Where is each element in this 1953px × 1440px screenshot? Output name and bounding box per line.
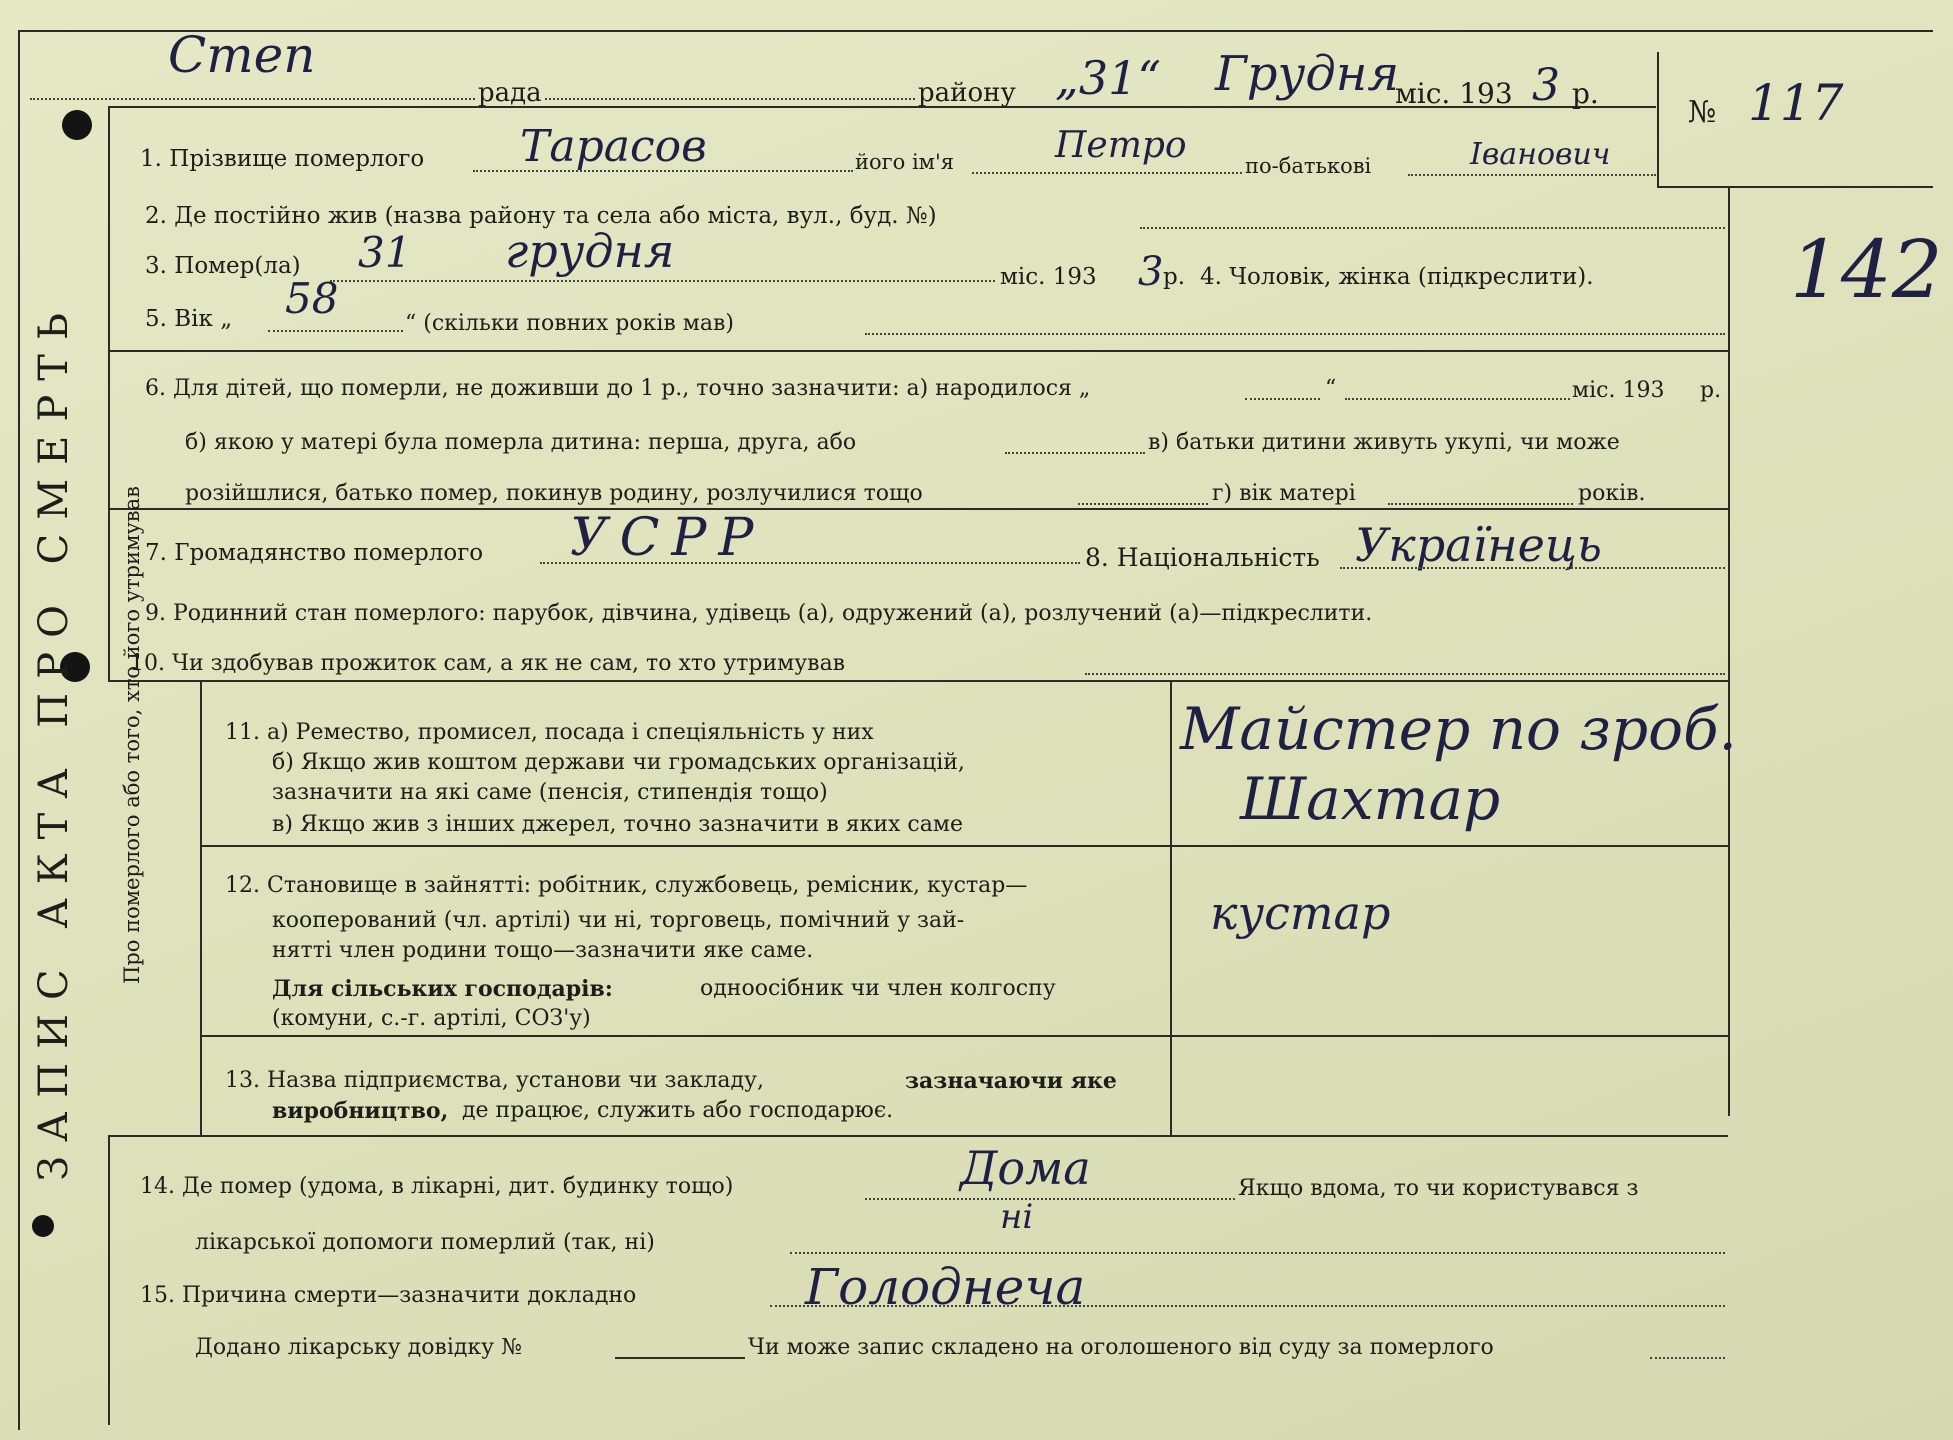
field-5-line-end: [865, 333, 1725, 335]
section-rule-11: [108, 680, 1728, 682]
field-15-label: 15. Причина смерти—зазначити докладно: [140, 1283, 637, 1308]
hw-margin-number: 142: [1790, 223, 1943, 316]
field-9-label: 9. Родинний стан померлого: парубок, дівчина, удівець (а), одружений (а), розлучений (а)—підкреслити.: [145, 601, 1373, 626]
field-14-home-label: Якщо вдома, то чи користувався з: [1238, 1176, 1639, 1201]
field-6-line3a: розійшлися, батько помер, покинув родину, розлучилися тощо: [185, 481, 923, 506]
right-column-line: [1728, 186, 1730, 1116]
field-12-bold: Для сільських господарів:: [272, 976, 613, 1002]
district-line: [545, 98, 915, 100]
field-11-line-c: зазначити на які саме (пенсія, стипендія тощо): [272, 780, 828, 805]
hw-occupation-2: Шахтар: [1240, 765, 1501, 833]
field-8-label: 8. Національність: [1085, 543, 1320, 572]
hw-death-month: грудня: [505, 224, 675, 278]
inner-column-left: [200, 680, 202, 1135]
field-1-name-label: його ім'я: [855, 150, 955, 174]
field-6-line2b: в) батьки дитини живуть укупі, чи може: [1148, 430, 1620, 455]
number-box-bottom: [1657, 186, 1933, 188]
field-6-reason-line: [1078, 503, 1208, 505]
field-6-mother-age-line: [1388, 503, 1573, 505]
field-5-label: 5. Вік „: [145, 306, 233, 332]
hw-patronymic: Іванович: [1470, 137, 1611, 172]
field-13-line1b: зазначаючи яке: [905, 1068, 1117, 1094]
form-left-rule: [108, 106, 110, 681]
field-13-line1a: 13. Назва підприємства, установи чи закладу,: [225, 1068, 764, 1093]
field-10-line: [1085, 673, 1725, 675]
field-14-line2: лікарської допомоги померлий (так, ні): [195, 1230, 655, 1255]
field-13-line2b: де працює, служить або господарює.: [462, 1098, 894, 1123]
field-12-line-b: кооперований (чл. артілі) чи ні, торговець, помічний у зай-: [272, 908, 965, 933]
field-3-year-suffix: р.: [1163, 264, 1186, 290]
hw-age: 58: [285, 274, 339, 323]
hw-day: „31“: [1055, 51, 1161, 105]
field-2-line: [1140, 227, 1725, 229]
field-6-child-line: [1005, 452, 1145, 454]
field-3-label: 3. Помер(ла): [145, 253, 301, 279]
field-15-line: [770, 1305, 1725, 1307]
field-6-line1: 6. Для дітей, що померли, не доживши до 1 р., точно зазначити: а) народилося „: [145, 376, 1091, 401]
header-month-label: міс. 193: [1395, 77, 1513, 110]
inner-column-mid: [1170, 680, 1172, 1135]
field-11-line-d: в) Якщо жив з інших джерел, точно зазначити в яких саме: [272, 812, 963, 837]
field-12-line-c: нятті член родини тощо—зазначити яке саме.: [272, 938, 814, 963]
hw-occupation-1: Майстер по зроб.: [1180, 695, 1737, 763]
field-1-label: 1. Прізвище померлого: [140, 146, 425, 172]
field-13-line2a: виробництво,: [272, 1098, 449, 1124]
field-5-line: [268, 330, 403, 332]
hw-death-year: 3: [1138, 249, 1164, 295]
field-14-help-line: [790, 1252, 1725, 1254]
field-3-month-label: міс. 193: [1000, 264, 1097, 290]
field-6-day-line: [1245, 398, 1320, 400]
field-16-line: [615, 1357, 745, 1359]
hw-name: Петро: [1055, 125, 1187, 166]
field-6-line3c: років.: [1578, 481, 1646, 506]
field-3-line: [330, 280, 995, 282]
field-1-name-line: [972, 172, 1242, 174]
field-12-last: (комуни, с.-г. артілі, СОЗ'у): [272, 1006, 591, 1031]
field-4-label: 4. Чоловік, жінка (підкреслити).: [1200, 264, 1594, 290]
field-14-line: [865, 1198, 1235, 1200]
field-6-line2a: б) якою у матері була померла дитина: перша, друга, або: [185, 430, 857, 455]
field-6-line3b: г) вік матері: [1212, 481, 1356, 506]
row-rule-13: [200, 1035, 1728, 1037]
field-1-patronymic-label: по-батькові: [1245, 154, 1372, 178]
hw-year-digit: 3: [1532, 60, 1560, 111]
hw-place: Дома: [960, 1141, 1091, 1195]
header-year-suffix: р.: [1572, 77, 1599, 110]
field-12-line-a: 12. Становище в зайнятті: робітник, службовець, ремісник, кустар—: [225, 873, 1028, 898]
field-12-rest: одноосібник чи член колгоспу: [700, 976, 1056, 1001]
hw-surname: Тарасов: [520, 121, 707, 172]
side-note: Про померлого або того, хто його утримував: [120, 486, 144, 984]
lower-left-rule: [108, 1135, 110, 1425]
field-16-label2: Чи може запис складено на оголошеного від суду за померлого: [748, 1335, 1494, 1360]
field-10-label: 10. Чи здобував прожиток сам, а як не сам, то хто утримував: [130, 651, 846, 676]
section-rule-14: [108, 1135, 1728, 1137]
section-rule-7: [108, 508, 1728, 510]
section-rule-6: [108, 350, 1728, 352]
hw-medical-help: ні: [1000, 1197, 1034, 1237]
hw-month: Грудня: [1215, 46, 1400, 102]
field-2-label: 2. Де постійно жив (назва району та села або міста, вул., буд. №): [145, 203, 937, 229]
field-6-year-label: р.: [1700, 378, 1722, 403]
field-14-label: 14. Де помер (удома, в лікарні, дит. будинку тощо): [140, 1174, 734, 1199]
row-rule-12: [200, 845, 1728, 847]
field-16-label: Додано лікарську довідку №: [195, 1335, 522, 1360]
hw-village: Степ: [168, 26, 316, 84]
field-11-line-a: 11. а) Ремество, промисел, посада і спеціяльність у них: [225, 720, 874, 745]
field-1-patronymic-line: [1408, 174, 1656, 176]
hw-number: 117: [1748, 74, 1844, 132]
council-line: [30, 98, 475, 100]
hw-status: кустар: [1210, 886, 1391, 940]
field-8-line: [1340, 567, 1725, 569]
field-16-end-line: [1650, 1357, 1725, 1359]
number-box-left: [1657, 52, 1659, 187]
field-11-line-b: б) Якщо жив коштом держави чи громадських організацій,: [272, 750, 965, 775]
council-label: рада: [478, 78, 542, 108]
number-label: №: [1688, 95, 1717, 130]
field-6-month-quote: “: [1325, 376, 1337, 401]
field-7-label: 7. Громадянство померлого: [145, 540, 484, 566]
district-label: району: [918, 78, 1016, 108]
hw-nationality: Українець: [1355, 518, 1602, 572]
hw-cause: Голоднеча: [805, 1258, 1086, 1316]
field-6-month-label: міс. 193: [1572, 378, 1665, 403]
field-5-suffix: “ (скільки повних років мав): [405, 311, 735, 336]
hw-death-day: 31: [358, 228, 412, 277]
hw-citizenship: УСРР: [570, 508, 766, 568]
field-6-month-line: [1345, 398, 1570, 400]
left-border: [18, 30, 20, 1430]
field-7-line: [540, 562, 1080, 564]
side-title: ЗАПИС АКТА ПРО СМЕРТЬ: [31, 299, 77, 1181]
